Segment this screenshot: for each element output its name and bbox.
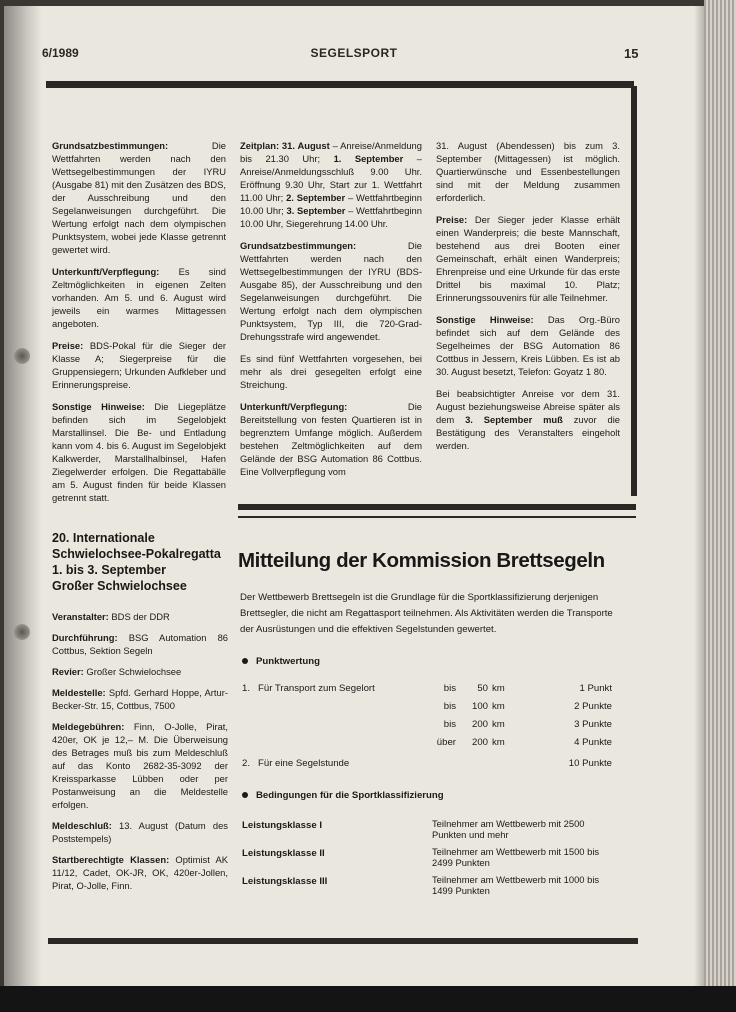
- bullet-icon: [242, 792, 248, 798]
- page-number: 15: [624, 46, 639, 61]
- range-prefix: über: [436, 737, 456, 748]
- paragraph-text: Das Org.-Büro befindet sich auf dem Gelände des Segelheimes der BSG Automation 86 Cottbus in Jessern, Kreis Lübben. Es ist ab 30. August besetzt, Telefon: Goyatz 1 80.: [436, 314, 620, 377]
- leistungsklasse-label: Leistungsklasse I: [242, 820, 322, 831]
- binder-hole-icon: [14, 348, 30, 364]
- range-value: 200: [471, 719, 488, 730]
- page-stack-edge: [704, 0, 736, 1012]
- paragraph-text: Die Liegeplätze befinden sich im Segelobjekt Marstallinsel. Die Be- und Entladung kann vom 4. bis 6. August im Segelobjekt Kalkwerder, Marstallhalbinsel, Hafen Ziegelwerder erfolgen. Die Regattabälle am 5. August finden für beide Klassen getrennt statt.: [52, 401, 226, 503]
- detail-text: BDS der DDR: [108, 611, 170, 622]
- paragraph: [52, 139, 226, 256]
- range-prefix: bis: [443, 701, 456, 712]
- detail-item: [52, 686, 228, 712]
- punktwertung-heading: [242, 656, 320, 667]
- regatta-title-line: 1. bis 3. September: [52, 563, 166, 577]
- detail-item: [52, 720, 228, 811]
- paragraph-text: Bei beabsichtigter Anreise vor dem 31. August beziehungsweise Abreise später als dem: [436, 388, 620, 425]
- paragraph-label: Sonstige Hinweise:: [436, 314, 534, 325]
- regatta-title: [52, 530, 232, 594]
- heading-text: Punktwertung: [256, 656, 320, 667]
- detail-label: Veranstalter:: [52, 611, 109, 622]
- date-label: 3. September: [286, 205, 346, 216]
- range-unit: km: [492, 683, 505, 694]
- column-1: [52, 139, 226, 513]
- item-number: 1.: [242, 683, 251, 694]
- detail-item: [52, 631, 228, 657]
- paragraph: [52, 339, 226, 391]
- regatta-title-line: Schwielochsee-Pokalregatta: [52, 547, 221, 561]
- right-rule: [631, 86, 637, 496]
- paragraph-text: – Anreise/Anmeldung bis 21.30 Uhr;: [240, 140, 422, 164]
- paragraph-text: 31. August (Abendessen) bis zum 3. September (Mittagessen) ist möglich. Quartierwünsche und Essenbestellungen sind mit der Meldung zusammen erforderlich.: [436, 140, 620, 203]
- paragraph-text: Es sind fünf Wettfahrten vorgesehen, bei mehr als drei gesegelten erfolgt eine Streichung.: [240, 353, 422, 390]
- detail-item: [52, 819, 228, 845]
- scan-bottom-edge: [0, 986, 736, 1012]
- range-unit: km: [492, 719, 505, 730]
- paragraph-text: – Anreise/Anmeldungsschluß 9.00 Uhr. Eröffnung 9.30 Uhr, Start zur 1. Wettfahrt 11.00 Uhr;: [240, 153, 422, 203]
- paragraph: [436, 387, 620, 452]
- paragraph: [240, 139, 422, 230]
- detail-label: Durchführung:: [52, 632, 118, 643]
- leistungsklasse-label: Leistungsklasse III: [242, 876, 328, 887]
- leistungsklasse-label: Leistungsklasse II: [242, 848, 325, 859]
- detail-text: BSG Automation 86 Cottbus, Sektion Segeln: [52, 632, 228, 656]
- paragraph-label: Grundsatzbestimmungen:: [52, 140, 169, 151]
- heading-text: Bedingungen für die Sportklassifizierung: [256, 790, 444, 801]
- regatta-title-line: Großer Schwielochsee: [52, 579, 187, 593]
- date-label: 1. September: [333, 153, 404, 164]
- paragraph-text: Der Sieger jeder Klasse erhält einen Wanderpreis; die beste Mannschaft, bestehend aus drei Booten einer Gemeinschaft, erhält einen Wanderpreis; Ehrenpreise und eine Urkunde für das erste Drittel bis maximal 10. Platz; Erinnerungssouvenirs für alle Teilnehmer.: [436, 214, 620, 303]
- paragraph-text: – Wettfahrtbeginn 10.00 Uhr, Siegerehrung 14.00 Uhr.: [240, 205, 422, 229]
- binding-shadow: [4, 6, 42, 986]
- detail-text: Spfd. Gerhard Hoppe, Artur-Becker-Str. 15, Cottbus, 7500: [52, 687, 228, 711]
- paragraph-text: Die Wettfahrten werden nach den Wettsegelbestimmungen der IYRU (Ausgabe 81) mit den Zusätzen des BDS, der Ausschreibung und den Segelanweisungen durchgeführt. Die Wertung erfolgt nach dem olympischen Punktsystem, wobei jede Klasse getrennt gewertet wird.: [52, 140, 226, 255]
- range-prefix: bis: [443, 683, 456, 694]
- detail-item: [52, 853, 228, 892]
- paragraph-text: Es sind Zeltmöglichkeiten in eigenen Zelten vorhanden. Am 5. und 6. August wird jeweils ein warmes Mittagessen angeboten.: [52, 266, 226, 329]
- date-label: 2. September: [286, 192, 346, 203]
- transport-label: Für Transport zum Segelort: [258, 683, 375, 694]
- leistungsklasse-desc: Teilnehmer am Wettbewerb mit 2500 Punkten und mehr: [432, 818, 585, 840]
- detail-text: Großer Schwielochsee: [83, 666, 182, 677]
- range-prefix: bis: [443, 719, 456, 730]
- paragraph-text: BDS-Pokal für die Sieger der Klasse A; Siegerpreise für die Gruppensiegern; Urkunden Aufkleber und Erinnerungspreise.: [52, 340, 226, 390]
- segelstunde-label: Für eine Segelstunde: [258, 758, 350, 769]
- range-value: 200: [471, 737, 488, 748]
- magazine-page: [4, 6, 704, 986]
- points-value: 2 Punkte: [574, 701, 612, 712]
- paragraph-label: Unterkunft/Verpflegung:: [52, 266, 160, 277]
- detail-item: [52, 610, 228, 623]
- kommission-intro: Der Wettbewerb Brettsegeln ist die Grundlage für die Sportklassifizierung derjenigen Brettsegler, die nicht am Regattasport teilnehmen. Als Aktivitäten werden die Transporte der Ausrüstungen und die effektiven Segelstunden gewertet.: [240, 592, 613, 635]
- paragraph: [52, 400, 226, 504]
- top-rule: [46, 81, 634, 88]
- paragraph-label: Preise:: [436, 214, 468, 225]
- section-rule-thin: [238, 516, 636, 518]
- points-value: 10 Punkte: [568, 758, 612, 769]
- emphasis: 3. September muß: [465, 414, 563, 425]
- page-edge-shadow: [694, 6, 704, 986]
- magazine-title: SEGELSPORT: [310, 46, 398, 60]
- regatta-details: [52, 610, 228, 900]
- bedingungen-heading: [242, 790, 444, 801]
- detail-text: Optimist AK 11/12, Cadet, OK-JR, OK, 420er-Jollen, Pirat, O-Jolle, Finn.: [52, 854, 229, 891]
- range-unit: km: [492, 701, 505, 712]
- detail-text: Finn, O-Jolle, Pirat, 420er, OK je 12,– M. Die Überweisung des Betrages muß bis zum Meldeschluß auf das Konto 2682-35-3092 der Kreissparkasse Lübben oder per Postanweisung an die Meldestelle erfolgen.: [52, 721, 228, 810]
- range-unit: km: [492, 737, 505, 748]
- detail-label: Meldegebühren:: [52, 721, 125, 732]
- detail-text: 13. August (Datum des Poststempels): [52, 820, 228, 844]
- paragraph-label: Unterkunft/Verpflegung:: [240, 401, 348, 412]
- paragraph: [436, 313, 620, 378]
- paragraph-text: zuvor die Bestätigung des Veranstalters eingeholt werden.: [436, 414, 620, 451]
- points-value: 1 Punkt: [579, 683, 612, 694]
- kommission-title: Mitteilung der Kommission Brettsegeln: [238, 549, 605, 572]
- paragraph-label: Sonstige Hinweise:: [52, 401, 145, 412]
- paragraph-text: Die Wettfahrten werden nach den Wettsegelbestimmungen der IYRU (BDS-Ausgabe 85), der Ausschreibung und den Segelanweisungen durchgeführt. Die Wertung erfolgt nach dem olympischen Punktsystem, Typ III, die 720-Grad-Drehungsstrafe wird angewendet.: [240, 240, 422, 342]
- column-2: [240, 139, 422, 487]
- paragraph-label: Grundsatzbestimmungen:: [240, 240, 357, 251]
- points-value: 3 Punkte: [574, 719, 612, 730]
- leistungsklasse-desc: Teilnehmer am Wettbewerb mit 1000 bis 1499 Punkten: [432, 874, 600, 896]
- paragraph: [436, 213, 620, 304]
- leistungsklasse-desc: Teilnehmer am Wettbewerb mit 1500 bis 2499 Punkten: [432, 846, 600, 868]
- detail-label: Startberechtigte Klassen:: [52, 854, 170, 865]
- paragraph: [436, 139, 620, 204]
- detail-item: [52, 665, 228, 678]
- detail-label: Meldestelle:: [52, 687, 106, 698]
- paragraph: [240, 352, 422, 391]
- item-number: 2.: [242, 758, 251, 769]
- paragraph: [52, 265, 226, 330]
- regatta-title-line: 20. Internationale: [52, 531, 155, 545]
- paragraph-label: Zeitplan: 31. August: [240, 140, 330, 151]
- section-rule-thick: [238, 504, 636, 510]
- issue-number: 6/1989: [42, 46, 79, 60]
- paragraph-text: – Wettfahrtbeginn 10.00 Uhr;: [240, 192, 422, 216]
- paragraph: [240, 400, 422, 478]
- bullet-icon: [242, 658, 248, 664]
- paragraph-text: Die Bereitstellung von festen Quartieren ist in begrenztem Umfange möglich. Außerdem bestehen Zeltmöglichkeiten auf dem Gelände der BSG Automation 86 Cottbus. Eine Vollverpflegung vom: [240, 401, 422, 477]
- detail-label: Meldeschluß:: [52, 820, 112, 831]
- bottom-rule: [48, 938, 638, 944]
- range-value: 100: [471, 701, 488, 712]
- column-3: [436, 139, 620, 461]
- points-value: 4 Punkte: [574, 737, 612, 748]
- paragraph: [240, 239, 422, 343]
- paragraph-label: Preise:: [52, 340, 84, 351]
- range-value: 50: [477, 683, 488, 694]
- binder-hole-icon: [14, 624, 30, 640]
- detail-label: Revier:: [52, 666, 84, 677]
